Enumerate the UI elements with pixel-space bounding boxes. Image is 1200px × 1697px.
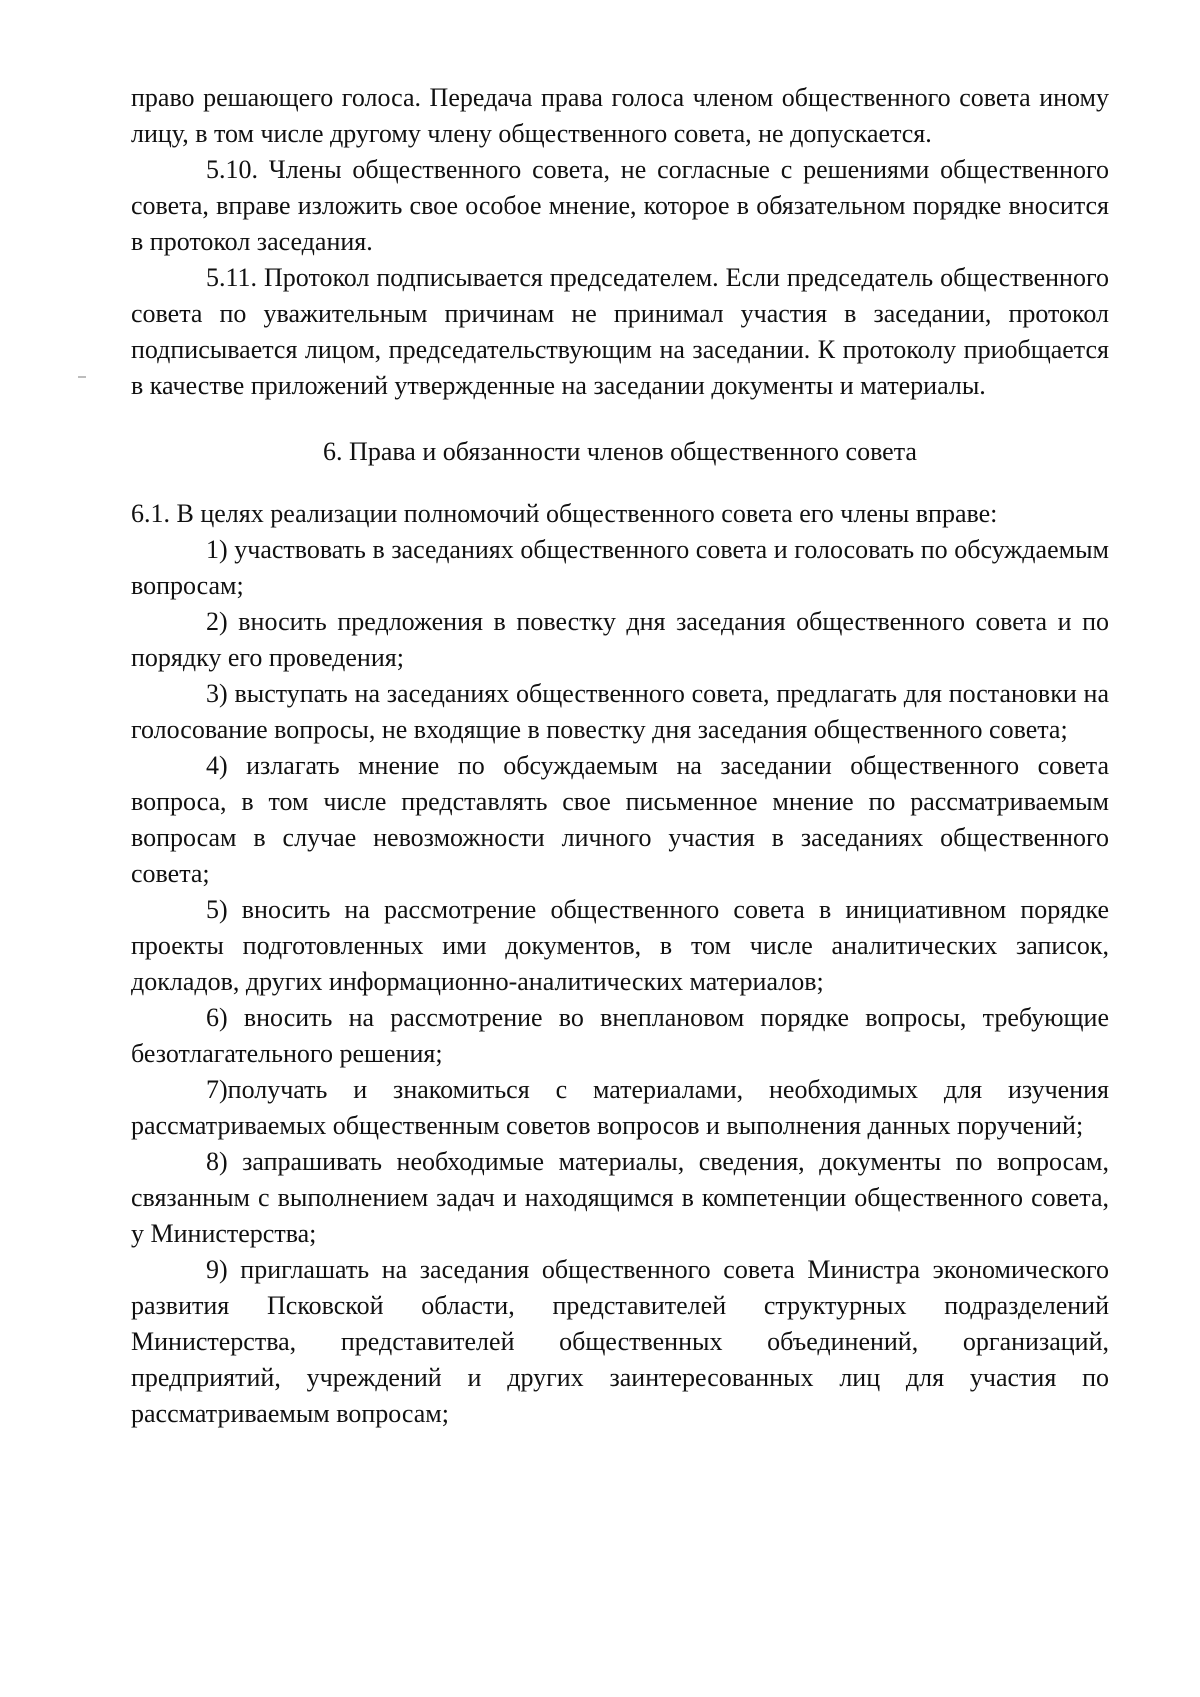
- paragraph-5-11: 5.11. Протокол подписывается председателем. Если председатель общественного совета по уважительным причинам не принимал участия в заседании, протокол подписывается лицом, председательствующим на заседании. К протоколу приобщается в качестве приложений утвержденные на заседании документы и материалы.: [131, 263, 1109, 400]
- list-item-3: 3) выступать на заседаниях общественного совета, предлагать для постановки на голосование вопросы, не входящие в повестку дня заседания общественного совета;: [131, 679, 1109, 744]
- section-heading: 6. Права и обязанности членов общественного совета: [323, 437, 917, 466]
- paragraph-6-1: 6.1. В целях реализации полномочий общественного совета его члены вправе:: [131, 499, 998, 528]
- list-item-1: 1) участвовать в заседаниях общественного совета и голосовать по обсуждаемым вопросам;: [131, 535, 1109, 600]
- list-item-9: 9) приглашать на заседания общественного совета Министра экономического развития Псковской области, представителей структурных подразделений Министерства, представителей общественных объединений, организаций, предприятий, учреждений и других заинтересованных лиц для участия по рассматриваемым вопросам;: [131, 1255, 1109, 1428]
- paragraph-5-10: 5.10. Члены общественного совета, не согласные с решениями общественного совета, вправе изложить свое особое мнение, которое в обязательном порядке вносится в протокол заседания.: [131, 155, 1109, 256]
- list-item-7: 7)получать и знакомиться с материалами, необходимых для изучения рассматриваемых общественным советов вопросов и выполнения данных поручений;: [131, 1075, 1109, 1140]
- list-item-8: 8) запрашивать необходимые материалы, сведения, документы по вопросам, связанным с выполнением задач и находящимся в компетенции общественного совета, у Министерства;: [131, 1147, 1109, 1248]
- scan-mark: [78, 376, 86, 378]
- list-item-2: 2) вносить предложения в повестку дня заседания общественного совета и по порядку его проведения;: [131, 607, 1109, 672]
- paragraph-voting-rights: право решающего голоса. Передача права голоса членом общественного совета иному лицу, в том числе другому члену общественного совета, не допускается.: [131, 83, 1109, 148]
- list-item-6: 6) вносить на рассмотрение во внеплановом порядке вопросы, требующие безотлагательного решения;: [131, 1003, 1109, 1068]
- list-item-5: 5) вносить на рассмотрение общественного совета в инициативном порядке проекты подготовленных ими документов, в том числе аналитических записок, докладов, других информационно-аналитических материалов;: [131, 895, 1109, 996]
- document-body: [131, 80, 1109, 1432]
- list-item-4: 4) излагать мнение по обсуждаемым на заседании общественного совета вопроса, в том числе представлять свое письменное мнение по рассматриваемым вопросам в случае невозможности личного участия в заседаниях общественного совета;: [131, 751, 1109, 888]
